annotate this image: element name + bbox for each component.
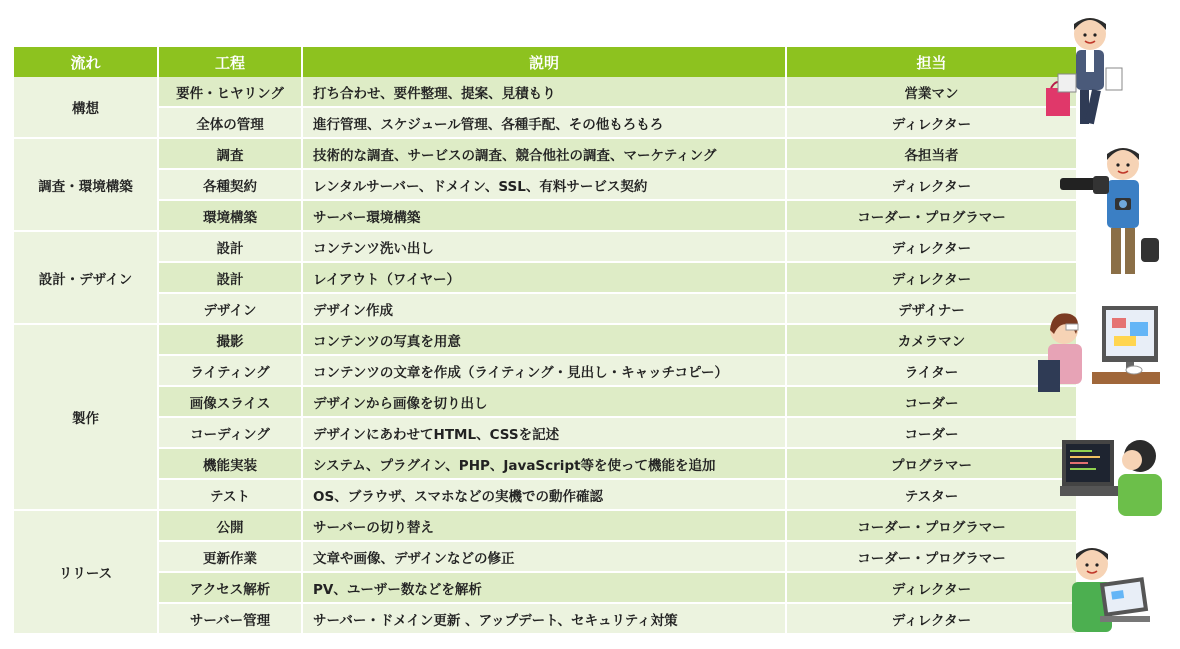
description-cell: OS、ブラウザ、スマホなどの実機での動作確認 xyxy=(303,480,787,511)
step-cell: テスト xyxy=(159,480,303,511)
table-row xyxy=(14,356,1076,387)
workflow-table-wrapper xyxy=(14,47,1076,635)
owner-cell: コーダー・プログラマー xyxy=(787,511,1076,542)
description-cell: システム、プラグイン、PHP、JavaScript等を使って機能を追加 xyxy=(303,449,787,480)
table-row xyxy=(14,325,1076,356)
table-body xyxy=(14,77,1076,635)
owner-cell: ライター xyxy=(787,356,1076,387)
phase-cell: 製作 xyxy=(14,325,159,511)
step-cell: 設計 xyxy=(159,232,303,263)
step-cell: 撮影 xyxy=(159,325,303,356)
table-row xyxy=(14,542,1076,573)
header-owner: 担当 xyxy=(787,47,1076,77)
description-cell: サーバー・ドメイン更新 、アップデート、セキュリティ対策 xyxy=(303,604,787,635)
step-cell: 機能実装 xyxy=(159,449,303,480)
step-cell: デザイン xyxy=(159,294,303,325)
table-row xyxy=(14,77,1076,108)
description-cell: 進行管理、スケジュール管理、各種手配、その他もろもろ xyxy=(303,108,787,139)
description-cell: デザインにあわせてHTML、CSSを記述 xyxy=(303,418,787,449)
table-row xyxy=(14,387,1076,418)
description-cell: デザイン作成 xyxy=(303,294,787,325)
workflow-table xyxy=(14,47,1076,635)
table-row xyxy=(14,604,1076,635)
header-process: 工程 xyxy=(159,47,303,77)
description-cell: 打ち合わせ、要件整理、提案、見積もり xyxy=(303,77,787,108)
step-cell: アクセス解析 xyxy=(159,573,303,604)
step-cell: 要件・ヒヤリング xyxy=(159,77,303,108)
description-cell: コンテンツの文章を作成（ライティング・見出し・キャッチコピー） xyxy=(303,356,787,387)
designer-illustration xyxy=(1036,300,1164,392)
table-header xyxy=(14,47,1076,77)
owner-cell: ディレクター xyxy=(787,263,1076,294)
owner-cell: ディレクター xyxy=(787,573,1076,604)
step-cell: ライティング xyxy=(159,356,303,387)
description-cell: サーバー環境構築 xyxy=(303,201,787,232)
description-cell: レイアウト（ワイヤー） xyxy=(303,263,787,294)
step-cell: 調査 xyxy=(159,139,303,170)
step-cell: 環境構築 xyxy=(159,201,303,232)
step-cell: 更新作業 xyxy=(159,542,303,573)
step-cell: 公開 xyxy=(159,511,303,542)
step-cell: 設計 xyxy=(159,263,303,294)
table-row xyxy=(14,511,1076,542)
header-flow: 流れ xyxy=(14,47,159,77)
owner-cell: コーダー・プログラマー xyxy=(787,201,1076,232)
phase-cell: 設計・デザイン xyxy=(14,232,159,325)
cameraman-illustration xyxy=(1055,140,1165,285)
description-cell: 文章や画像、デザインなどの修正 xyxy=(303,542,787,573)
description-cell: デザインから画像を切り出し xyxy=(303,387,787,418)
table-row xyxy=(14,294,1076,325)
step-cell: 全体の管理 xyxy=(159,108,303,139)
owner-cell: 各担当者 xyxy=(787,139,1076,170)
table-row xyxy=(14,418,1076,449)
owner-cell: カメラマン xyxy=(787,325,1076,356)
owner-cell: デザイナー xyxy=(787,294,1076,325)
owner-cell: 営業マン xyxy=(787,77,1076,108)
description-cell: PV、ユーザー数などを解析 xyxy=(303,573,787,604)
salesman-illustration xyxy=(1038,8,1128,133)
description-cell: 技術的な調査、サービスの調査、競合他社の調査、マーケティング xyxy=(303,139,787,170)
laptop-user-illustration xyxy=(1060,542,1155,634)
phase-cell: 構想 xyxy=(14,77,159,139)
table-row xyxy=(14,263,1076,294)
table-row xyxy=(14,139,1076,170)
owner-cell: ディレクター xyxy=(787,232,1076,263)
table-row xyxy=(14,232,1076,263)
table-row xyxy=(14,480,1076,511)
table-row xyxy=(14,108,1076,139)
programmer-illustration xyxy=(1060,430,1165,520)
table-row xyxy=(14,573,1076,604)
owner-cell: コーダー xyxy=(787,387,1076,418)
table-row xyxy=(14,449,1076,480)
phase-cell: 調査・環境構築 xyxy=(14,139,159,232)
owner-cell: プログラマー xyxy=(787,449,1076,480)
header-row xyxy=(14,47,1076,77)
table-row xyxy=(14,201,1076,232)
description-cell: コンテンツの写真を用意 xyxy=(303,325,787,356)
owner-cell: ディレクター xyxy=(787,604,1076,635)
step-cell: サーバー管理 xyxy=(159,604,303,635)
owner-cell: テスター xyxy=(787,480,1076,511)
description-cell: レンタルサーバー、ドメイン、SSL、有料サービス契約 xyxy=(303,170,787,201)
owner-cell: コーダー・プログラマー xyxy=(787,542,1076,573)
step-cell: コーディング xyxy=(159,418,303,449)
step-cell: 画像スライス xyxy=(159,387,303,418)
description-cell: コンテンツ洗い出し xyxy=(303,232,787,263)
step-cell: 各種契約 xyxy=(159,170,303,201)
description-cell: サーバーの切り替え xyxy=(303,511,787,542)
header-description: 説明 xyxy=(303,47,787,77)
owner-cell: コーダー xyxy=(787,418,1076,449)
owner-cell: ディレクター xyxy=(787,108,1076,139)
phase-cell: リリース xyxy=(14,511,159,635)
owner-cell: ディレクター xyxy=(787,170,1076,201)
table-row xyxy=(14,170,1076,201)
